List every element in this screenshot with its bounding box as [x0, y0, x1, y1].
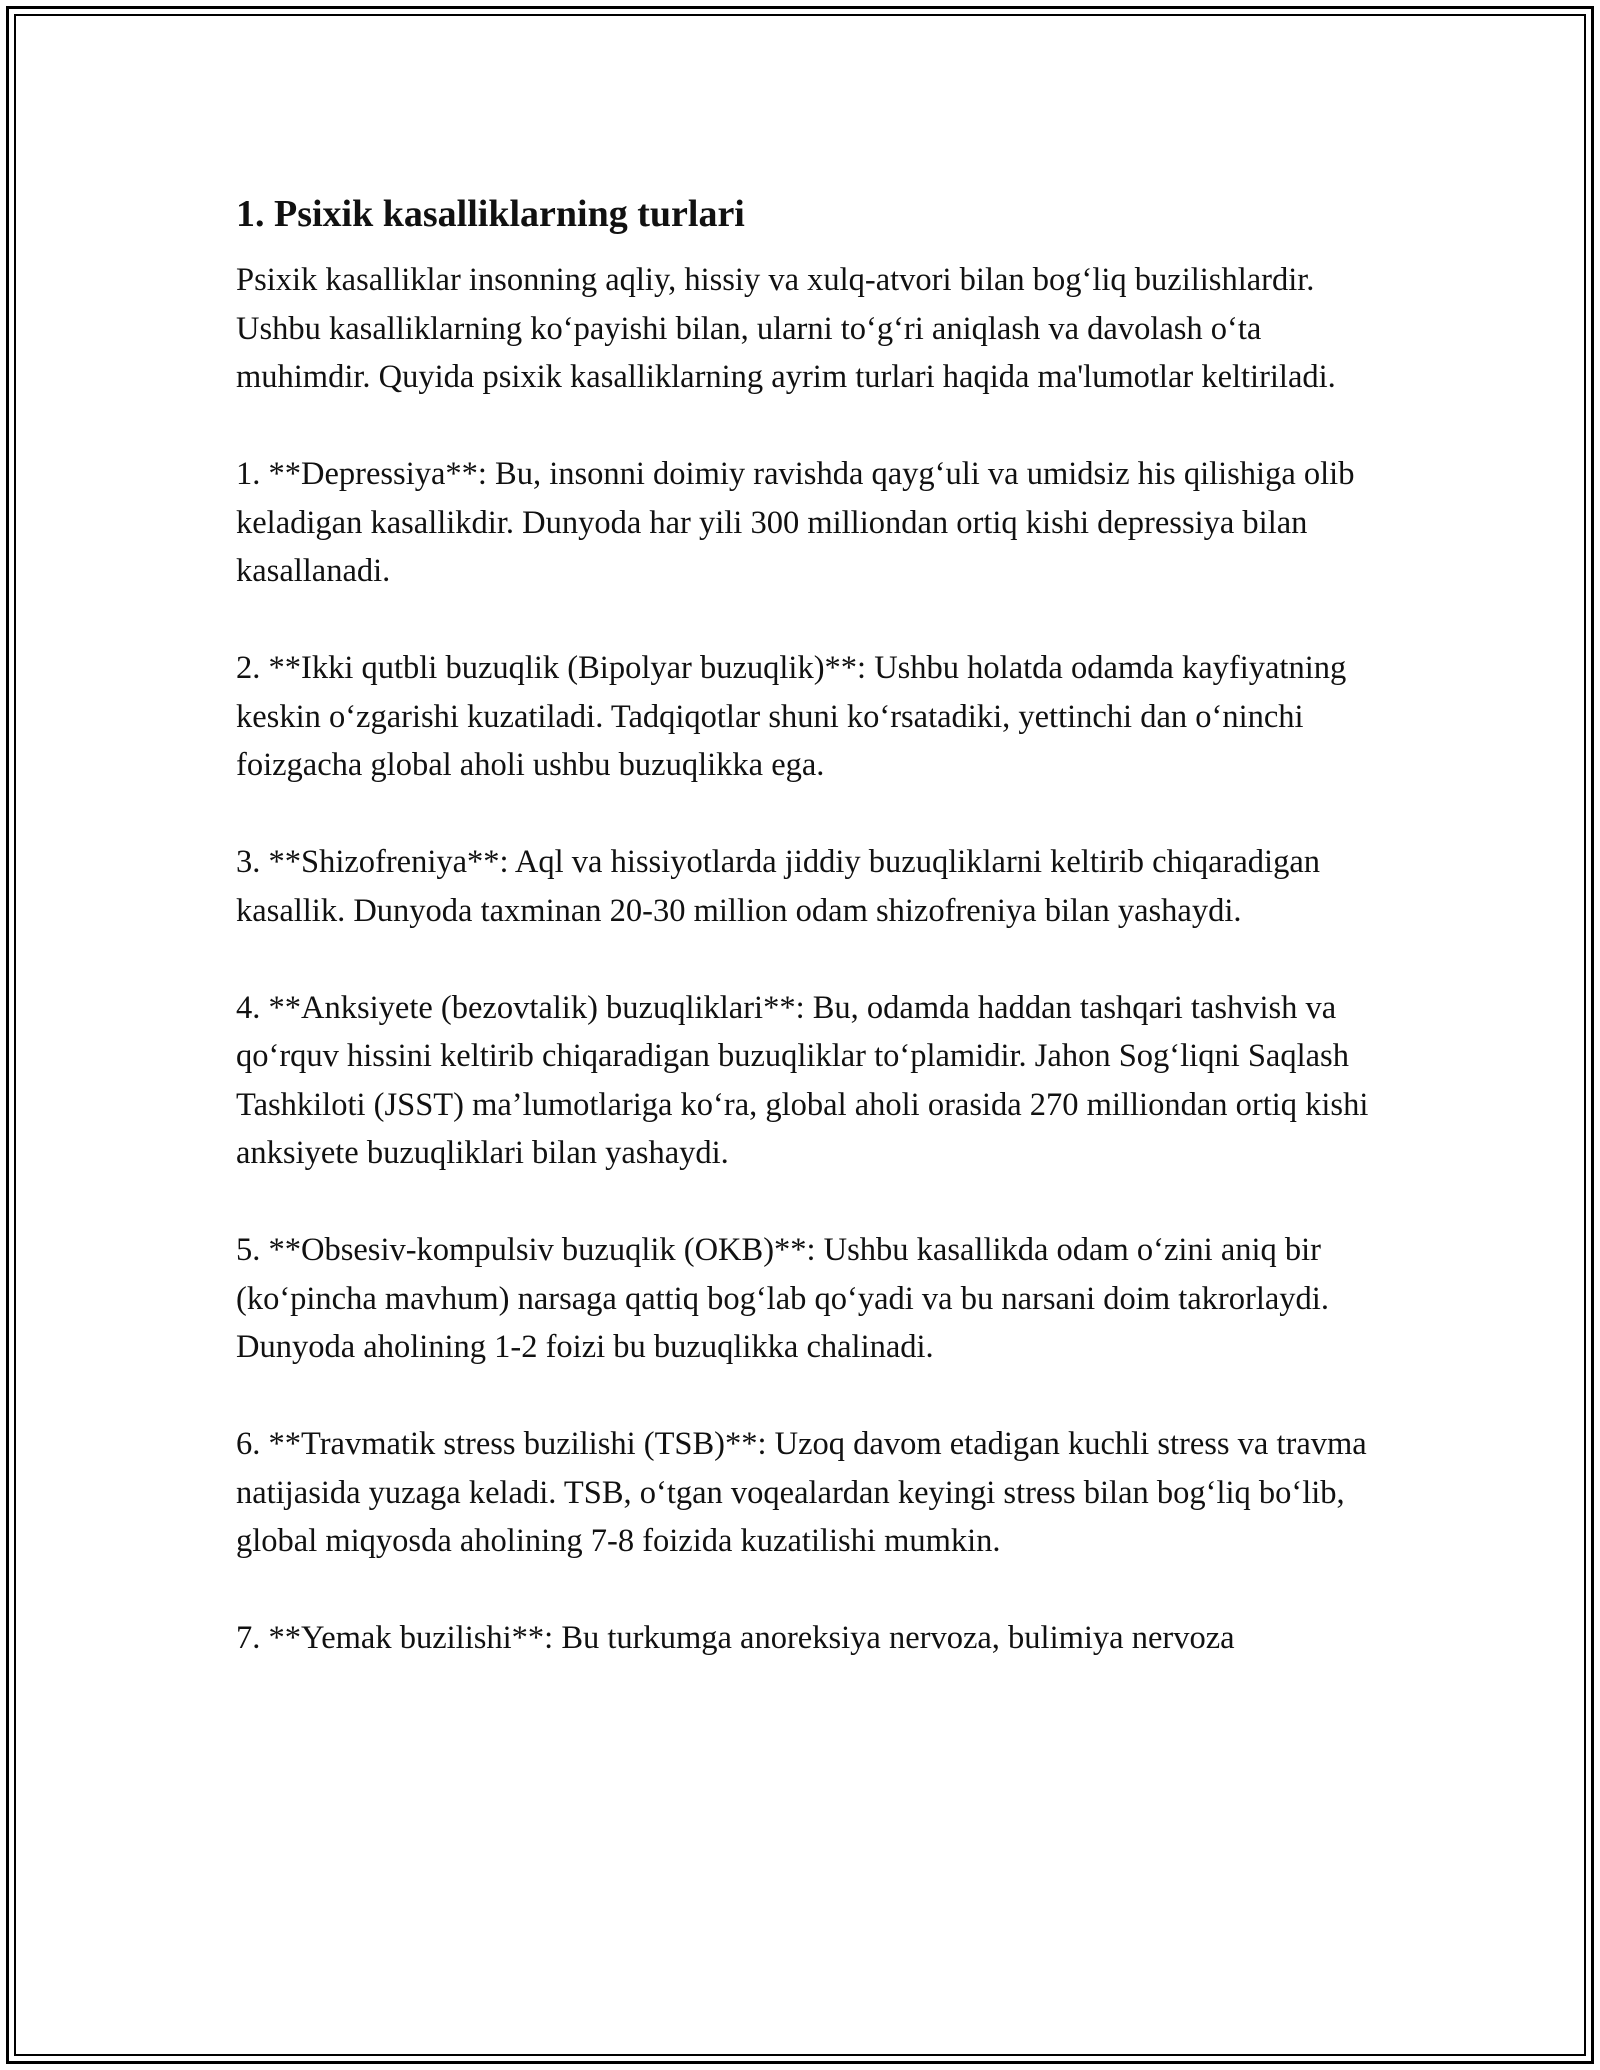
item-bipolyar: 2. **Ikki qutbli buzuqlik (Bipolyar buzuqlik)**: Ushbu holatda odamda kayfiyatning keskin o‘zgarishi kuzatiladi. Tadqiqotlar shuni ko‘rsatadiki, yettinchi dan o‘ninchi foizgacha global aholi ushbu buzuqlikka ega. [236, 650, 1347, 783]
item-tsb: 6. **Travmatik stress buzilishi (TSB)**: Uzoq davom etadigan kuchli stress va travma natijasida yuzaga keladi. TSB, o‘tgan voqealardan keyingi stress bilan bog‘liq bo‘lib, global miqyosda aholining 7-8 foizida kuzatilishi mumkin. [236, 1426, 1367, 1559]
item-depressiya: 1. **Depressiya**: Bu, insonni doimiy ravishda qayg‘uli va umidsiz his qilishiga olib keladigan kasallikdir. Dunyoda har yili 300 milliondan ortiq kishi depressiya bilan kasallanadi. [236, 456, 1355, 589]
intro-paragraph: Psixik kasalliklar insonning aqliy, hissiy va xulq-atvori bilan bog‘liq buzilishlardir. Ushbu kasalliklarning ko‘payishi bilan, ularni to‘g‘ri aniqlash va davolash o‘ta muhimdir. Quyida psixik kasalliklarning ayrim turlari haqida ma'lumotlar keltiriladi. [236, 262, 1336, 395]
item-anksiyete: 4. **Anksiyete (bezovtalik) buzuqliklari**: Bu, odamda haddan tashqari tashvish va qo‘rquv hissini keltirib chiqaradigan buzuqliklar to‘plamidir. Jahon Sog‘liqni Saqlash Tashkiloti (JSST) ma’lumotlariga ko‘ra, global aholi orasida 270 milliondan ortiq kishi anksiyete buzuqliklari bilan yashaydi. [236, 989, 1369, 1171]
item-shizofreniya: 3. **Shizofreniya**: Aql va hissiyotlarda jiddiy buzuqliklarni keltirib chiqaradigan kasallik. Dunyoda taxminan 20-30 million odam shizofreniya bilan yashaydi. [236, 844, 1321, 929]
item-okb: 5. **Obsesiv-kompulsiv buzuqlik (OKB)**: Ushbu kasallikda odam o‘zini aniq bir (ko‘pincha mavhum) narsaga qattiq bog‘lab qo‘yadi va bu narsani doim takrorlaydi. Dunyoda aholining 1-2 foizi bu buzuqlikka chalinadi. [236, 1232, 1329, 1365]
section-heading: 1. Psixik kasalliklarning turlari [236, 193, 745, 235]
item-yemak-buzilishi: 7. **Yemak buzilishi**: Bu turkumga anoreksiya nervoza, bulimiya nervoza [236, 1620, 1235, 1656]
document-body [236, 186, 1386, 1711]
